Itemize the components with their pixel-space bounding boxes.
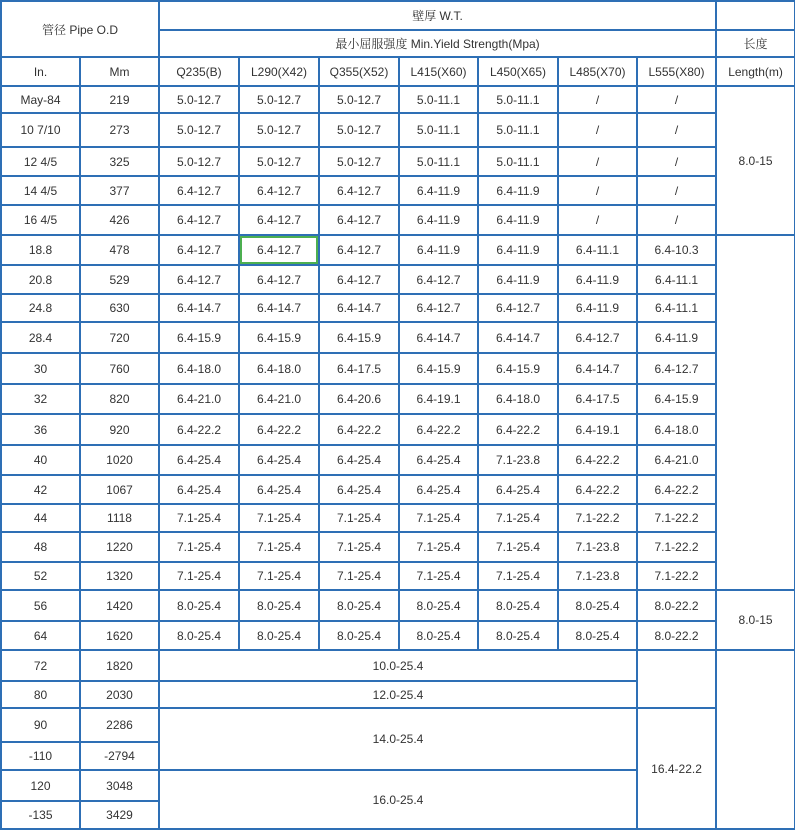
inch-cell: 16 4/5	[1, 205, 80, 235]
wall-thickness-cell: 8.0-25.4	[558, 590, 637, 621]
wall-thickness-cell: /	[558, 205, 637, 235]
wall-thickness-cell: 7.1-25.4	[239, 504, 319, 532]
wall-thickness-cell: 6.4-12.7	[478, 294, 558, 322]
table-row	[1, 708, 795, 742]
grade-header-x80: L555(X80)	[637, 57, 716, 86]
wall-thickness-cell: 6.4-18.0	[159, 353, 239, 384]
wall-thickness-cell: 7.1-25.4	[478, 562, 558, 590]
wall-thickness-cell: 6.4-14.7	[159, 294, 239, 322]
mm-cell: 1320	[80, 562, 159, 590]
wall-thickness-cell: 6.4-25.4	[478, 475, 558, 504]
length-corner-cell	[716, 1, 795, 30]
wall-thickness-cell: /	[637, 86, 716, 113]
wall-thickness-cell: 6.4-21.0	[239, 384, 319, 414]
table-row	[1, 322, 795, 353]
selected-cell[interactable]: 6.4-12.7	[239, 235, 319, 265]
wall-thickness-cell: 5.0-11.1	[478, 86, 558, 113]
mm-cell: -2794	[80, 742, 159, 770]
wall-thickness-cell: 8.0-25.4	[319, 590, 399, 621]
mm-cell: 426	[80, 205, 159, 235]
mm-cell: 630	[80, 294, 159, 322]
wall-thickness-cell: 6.4-18.0	[637, 414, 716, 445]
wall-thickness-cell: 6.4-11.9	[558, 294, 637, 322]
mm-cell: 2286	[80, 708, 159, 742]
wall-thickness-cell: 6.4-12.7	[637, 353, 716, 384]
table-row	[1, 532, 795, 562]
wall-thickness-cell: 7.1-25.4	[239, 532, 319, 562]
wall-thickness-cell: 7.1-25.4	[399, 504, 478, 532]
mm-cell: 219	[80, 86, 159, 113]
table-row	[1, 147, 795, 176]
wall-thickness-cell: 6.4-25.4	[319, 445, 399, 475]
inch-column-header: In.	[1, 57, 80, 86]
table-row	[1, 294, 795, 322]
inch-cell: 40	[1, 445, 80, 475]
wall-thickness-cell: 6.4-12.7	[399, 265, 478, 294]
grade-header-x52: Q355(X52)	[319, 57, 399, 86]
mm-cell: 2030	[80, 681, 159, 708]
table-row	[1, 621, 795, 650]
wall-thickness-cell: 6.4-11.9	[478, 265, 558, 294]
wall-thickness-cell: 6.4-11.9	[399, 176, 478, 205]
wall-thickness-cell: 6.4-22.2	[159, 414, 239, 445]
wall-thickness-cell: 6.4-19.1	[558, 414, 637, 445]
wall-thickness-cell: 7.1-25.4	[159, 532, 239, 562]
inch-cell: 28.4	[1, 322, 80, 353]
wall-thickness-cell: 6.4-12.7	[159, 205, 239, 235]
wall-thickness-cell: 7.1-25.4	[239, 562, 319, 590]
wall-thickness-cell: 6.4-22.2	[478, 414, 558, 445]
wall-thickness-cell: 6.4-18.0	[478, 384, 558, 414]
wall-thickness-cell: 6.4-12.7	[399, 294, 478, 322]
mm-cell: 3048	[80, 770, 159, 801]
mm-cell: 1820	[80, 650, 159, 681]
wall-thickness-cell: 7.1-25.4	[399, 532, 478, 562]
grade-header-q235: Q235(B)	[159, 57, 239, 86]
min-yield-header: 最小屈服强度 Min.Yield Strength(Mpa)	[159, 30, 716, 57]
inch-cell: 24.8	[1, 294, 80, 322]
mm-cell: 3429	[80, 801, 159, 829]
wall-thickness-cell: 6.4-11.1	[558, 235, 637, 265]
wall-thickness-cell: 5.0-12.7	[239, 113, 319, 147]
mm-cell: 325	[80, 147, 159, 176]
table-row	[1, 176, 795, 205]
wall-thickness-cell: 7.1-25.4	[159, 562, 239, 590]
inch-cell: 36	[1, 414, 80, 445]
wall-thickness-cell: 6.4-15.9	[319, 322, 399, 353]
table-row	[1, 562, 795, 590]
wall-thickness-cell: 7.1-25.4	[478, 532, 558, 562]
inch-cell: -110	[1, 742, 80, 770]
wall-thickness-cell: 6.4-15.9	[478, 353, 558, 384]
wall-thickness-cell: 6.4-11.9	[399, 205, 478, 235]
wall-thickness-cell: 5.0-12.7	[159, 86, 239, 113]
mm-cell: 1020	[80, 445, 159, 475]
wall-thickness-cell: 5.0-12.7	[319, 147, 399, 176]
wall-thickness-cell: 6.4-22.2	[239, 414, 319, 445]
wall-thickness-cell: 6.4-25.4	[239, 445, 319, 475]
wall-thickness-cell: 6.4-11.9	[558, 265, 637, 294]
table-row	[1, 205, 795, 235]
wall-thickness-cell: 6.4-25.4	[159, 475, 239, 504]
wall-thickness-cell: 7.1-25.4	[159, 504, 239, 532]
inch-cell: 12 4/5	[1, 147, 80, 176]
wall-thickness-cell: /	[558, 86, 637, 113]
wall-thickness-cell: 7.1-25.4	[478, 504, 558, 532]
wall-thickness-cell: 7.1-25.4	[319, 504, 399, 532]
mm-cell: 1067	[80, 475, 159, 504]
wall-thickness-cell: 5.0-11.1	[399, 86, 478, 113]
wall-thickness-cell: 6.4-15.9	[637, 384, 716, 414]
wall-thickness-cell: 6.4-19.1	[399, 384, 478, 414]
inch-cell: 20.8	[1, 265, 80, 294]
inch-cell: 42	[1, 475, 80, 504]
table-row	[1, 475, 795, 504]
wall-thickness-cell: 6.4-21.0	[637, 445, 716, 475]
wall-thickness-cell: 6.4-12.7	[319, 265, 399, 294]
wall-thickness-cell: 6.4-12.7	[558, 322, 637, 353]
mm-cell: 920	[80, 414, 159, 445]
grade-header-x65: L450(X65)	[478, 57, 558, 86]
merged-wall-thickness-cell: 12.0-25.4	[159, 681, 637, 708]
wall-thickness-cell: 8.0-25.4	[478, 590, 558, 621]
wall-thickness-cell: 6.4-12.7	[159, 176, 239, 205]
pipe-od-header: 管径 Pipe O.D	[1, 1, 159, 57]
inch-cell: 48	[1, 532, 80, 562]
wall-thickness-cell: 5.0-12.7	[239, 86, 319, 113]
mm-cell: 720	[80, 322, 159, 353]
length-cell: 8.0-15	[716, 590, 795, 650]
wall-thickness-cell: 6.4-22.2	[637, 475, 716, 504]
mm-cell: 1420	[80, 590, 159, 621]
wall-thickness-cell: 7.1-22.2	[637, 532, 716, 562]
header-row-3	[1, 57, 795, 86]
inch-cell: 52	[1, 562, 80, 590]
wall-thickness-cell: /	[637, 113, 716, 147]
wall-thickness-cell: 6.4-14.7	[319, 294, 399, 322]
grade-header-x60: L415(X60)	[399, 57, 478, 86]
wall-thickness-cell: 8.0-25.4	[399, 590, 478, 621]
mm-cell: 760	[80, 353, 159, 384]
wall-thickness-cell: /	[558, 147, 637, 176]
wall-thickness-cell: 6.4-25.4	[399, 475, 478, 504]
wall-thickness-cell: 6.4-15.9	[399, 353, 478, 384]
wall-thickness-cell: 6.4-11.1	[637, 294, 716, 322]
mm-cell: 820	[80, 384, 159, 414]
table-body	[1, 1, 795, 829]
wall-thickness-cell: 5.0-11.1	[399, 113, 478, 147]
mm-cell: 529	[80, 265, 159, 294]
inch-cell: 10 7/10	[1, 113, 80, 147]
table-row	[1, 235, 795, 265]
wall-thickness-cell: 6.4-22.2	[319, 414, 399, 445]
wall-thickness-cell: 6.4-12.7	[319, 176, 399, 205]
wall-thickness-cell: 5.0-11.1	[399, 147, 478, 176]
wall-thickness-cell: 6.4-25.4	[159, 445, 239, 475]
wall-thickness-cell: 5.0-12.7	[239, 147, 319, 176]
wall-thickness-cell: 8.0-25.4	[478, 621, 558, 650]
wall-thickness-cell: 8.0-25.4	[159, 590, 239, 621]
wall-thickness-cell: 6.4-12.7	[239, 205, 319, 235]
wall-thickness-cell: 5.0-12.7	[159, 147, 239, 176]
wall-thickness-cell: 8.0-25.4	[159, 621, 239, 650]
wall-thickness-cell: 6.4-14.7	[478, 322, 558, 353]
wall-thickness-cell: 6.4-12.7	[239, 265, 319, 294]
wall-thickness-cell: 6.4-12.7	[159, 265, 239, 294]
inch-cell: 80	[1, 681, 80, 708]
wall-thickness-cell: 5.0-11.1	[478, 147, 558, 176]
wall-thickness-cell: 7.1-22.2	[558, 504, 637, 532]
wall-thickness-cell: /	[637, 147, 716, 176]
wall-thickness-cell: 6.4-21.0	[159, 384, 239, 414]
wall-thickness-cell: 6.4-22.2	[558, 445, 637, 475]
wall-thickness-cell: 6.4-10.3	[637, 235, 716, 265]
wall-thickness-header: 壁厚 W.T.	[159, 1, 716, 30]
wall-thickness-cell: 8.0-25.4	[239, 621, 319, 650]
inch-cell: 18.8	[1, 235, 80, 265]
inch-cell: 56	[1, 590, 80, 621]
table-row	[1, 86, 795, 113]
wall-thickness-cell: 5.0-12.7	[319, 113, 399, 147]
wall-thickness-cell: 6.4-11.9	[478, 176, 558, 205]
inch-cell: 44	[1, 504, 80, 532]
table-row	[1, 590, 795, 621]
inch-cell: May-84	[1, 86, 80, 113]
mm-cell: 1620	[80, 621, 159, 650]
wall-thickness-cell: /	[637, 176, 716, 205]
wall-thickness-cell: 5.0-11.1	[478, 113, 558, 147]
wall-thickness-cell: 6.4-12.7	[159, 235, 239, 265]
inch-cell: 120	[1, 770, 80, 801]
wall-thickness-cell: 8.0-25.4	[239, 590, 319, 621]
wall-thickness-cell: 8.0-25.4	[319, 621, 399, 650]
grade-header-x42: L290(X42)	[239, 57, 319, 86]
wall-thickness-cell: 6.4-14.7	[558, 353, 637, 384]
wall-thickness-cell: 8.0-25.4	[399, 621, 478, 650]
mm-cell: 1118	[80, 504, 159, 532]
wall-thickness-cell: 7.1-22.2	[637, 504, 716, 532]
inch-cell: 30	[1, 353, 80, 384]
table-row	[1, 504, 795, 532]
wall-thickness-cell: 6.4-22.2	[558, 475, 637, 504]
length-header: 长度	[716, 30, 795, 57]
wall-thickness-cell: 7.1-22.2	[637, 562, 716, 590]
wall-thickness-cell: 6.4-25.4	[239, 475, 319, 504]
length-cell: 8.0-15	[716, 86, 795, 235]
merged-wall-thickness-cell: 10.0-25.4	[159, 650, 637, 681]
mm-cell: 478	[80, 235, 159, 265]
table-row	[1, 265, 795, 294]
wall-thickness-cell: 6.4-17.5	[319, 353, 399, 384]
wall-thickness-cell: 6.4-25.4	[399, 445, 478, 475]
wall-thickness-cell: 6.4-20.6	[319, 384, 399, 414]
wall-thickness-cell: 6.4-15.9	[159, 322, 239, 353]
inch-cell: 32	[1, 384, 80, 414]
wall-thickness-cell: 6.4-25.4	[319, 475, 399, 504]
wall-thickness-cell: 6.4-12.7	[319, 205, 399, 235]
table-row	[1, 414, 795, 445]
wall-thickness-cell: 6.4-11.9	[478, 235, 558, 265]
wall-thickness-cell: 7.1-23.8	[558, 532, 637, 562]
header-row-1	[1, 1, 795, 30]
x80-large-cell: 16.4-22.2	[637, 708, 716, 829]
wall-thickness-cell: 6.4-12.7	[239, 176, 319, 205]
inch-cell: -135	[1, 801, 80, 829]
wall-thickness-cell: 5.0-12.7	[319, 86, 399, 113]
inch-cell: 14 4/5	[1, 176, 80, 205]
x80-large-empty	[637, 650, 716, 708]
inch-cell: 72	[1, 650, 80, 681]
table-row	[1, 445, 795, 475]
mm-cell: 273	[80, 113, 159, 147]
wall-thickness-cell: /	[637, 205, 716, 235]
wall-thickness-cell: 6.4-11.1	[637, 265, 716, 294]
wall-thickness-cell: /	[558, 113, 637, 147]
wall-thickness-cell: 8.0-22.2	[637, 621, 716, 650]
wall-thickness-cell: 6.4-17.5	[558, 384, 637, 414]
wall-thickness-cell: 7.1-25.4	[319, 532, 399, 562]
wall-thickness-cell: 8.0-22.2	[637, 590, 716, 621]
wall-thickness-cell: 8.0-25.4	[558, 621, 637, 650]
wall-thickness-cell: 6.4-22.2	[399, 414, 478, 445]
length-unit-header: Length(m)	[716, 57, 795, 86]
length-cell-empty	[716, 650, 795, 829]
wall-thickness-cell: 6.4-14.7	[239, 294, 319, 322]
wall-thickness-cell: 6.4-11.9	[637, 322, 716, 353]
mm-cell: 377	[80, 176, 159, 205]
grade-header-x70: L485(X70)	[558, 57, 637, 86]
wall-thickness-cell: 7.1-25.4	[399, 562, 478, 590]
merged-wall-thickness-cell: 16.0-25.4	[159, 770, 637, 829]
wall-thickness-cell: 7.1-23.8	[478, 445, 558, 475]
wall-thickness-cell: 6.4-14.7	[399, 322, 478, 353]
wall-thickness-cell: 6.4-15.9	[239, 322, 319, 353]
wall-thickness-cell: 6.4-11.9	[478, 205, 558, 235]
mm-cell: 1220	[80, 532, 159, 562]
table-row	[1, 650, 795, 681]
wall-thickness-cell: 6.4-11.9	[399, 235, 478, 265]
inch-cell: 90	[1, 708, 80, 742]
table-row	[1, 384, 795, 414]
wall-thickness-cell: 7.1-23.8	[558, 562, 637, 590]
inch-cell: 64	[1, 621, 80, 650]
wall-thickness-cell: /	[558, 176, 637, 205]
wall-thickness-cell: 5.0-12.7	[159, 113, 239, 147]
merged-wall-thickness-cell: 14.0-25.4	[159, 708, 637, 770]
mm-column-header: Mm	[80, 57, 159, 86]
wall-thickness-cell: 6.4-18.0	[239, 353, 319, 384]
length-cell-empty	[716, 235, 795, 590]
table-row	[1, 113, 795, 147]
wall-thickness-cell: 6.4-12.7	[319, 235, 399, 265]
wall-thickness-cell: 7.1-25.4	[319, 562, 399, 590]
table-row	[1, 353, 795, 384]
